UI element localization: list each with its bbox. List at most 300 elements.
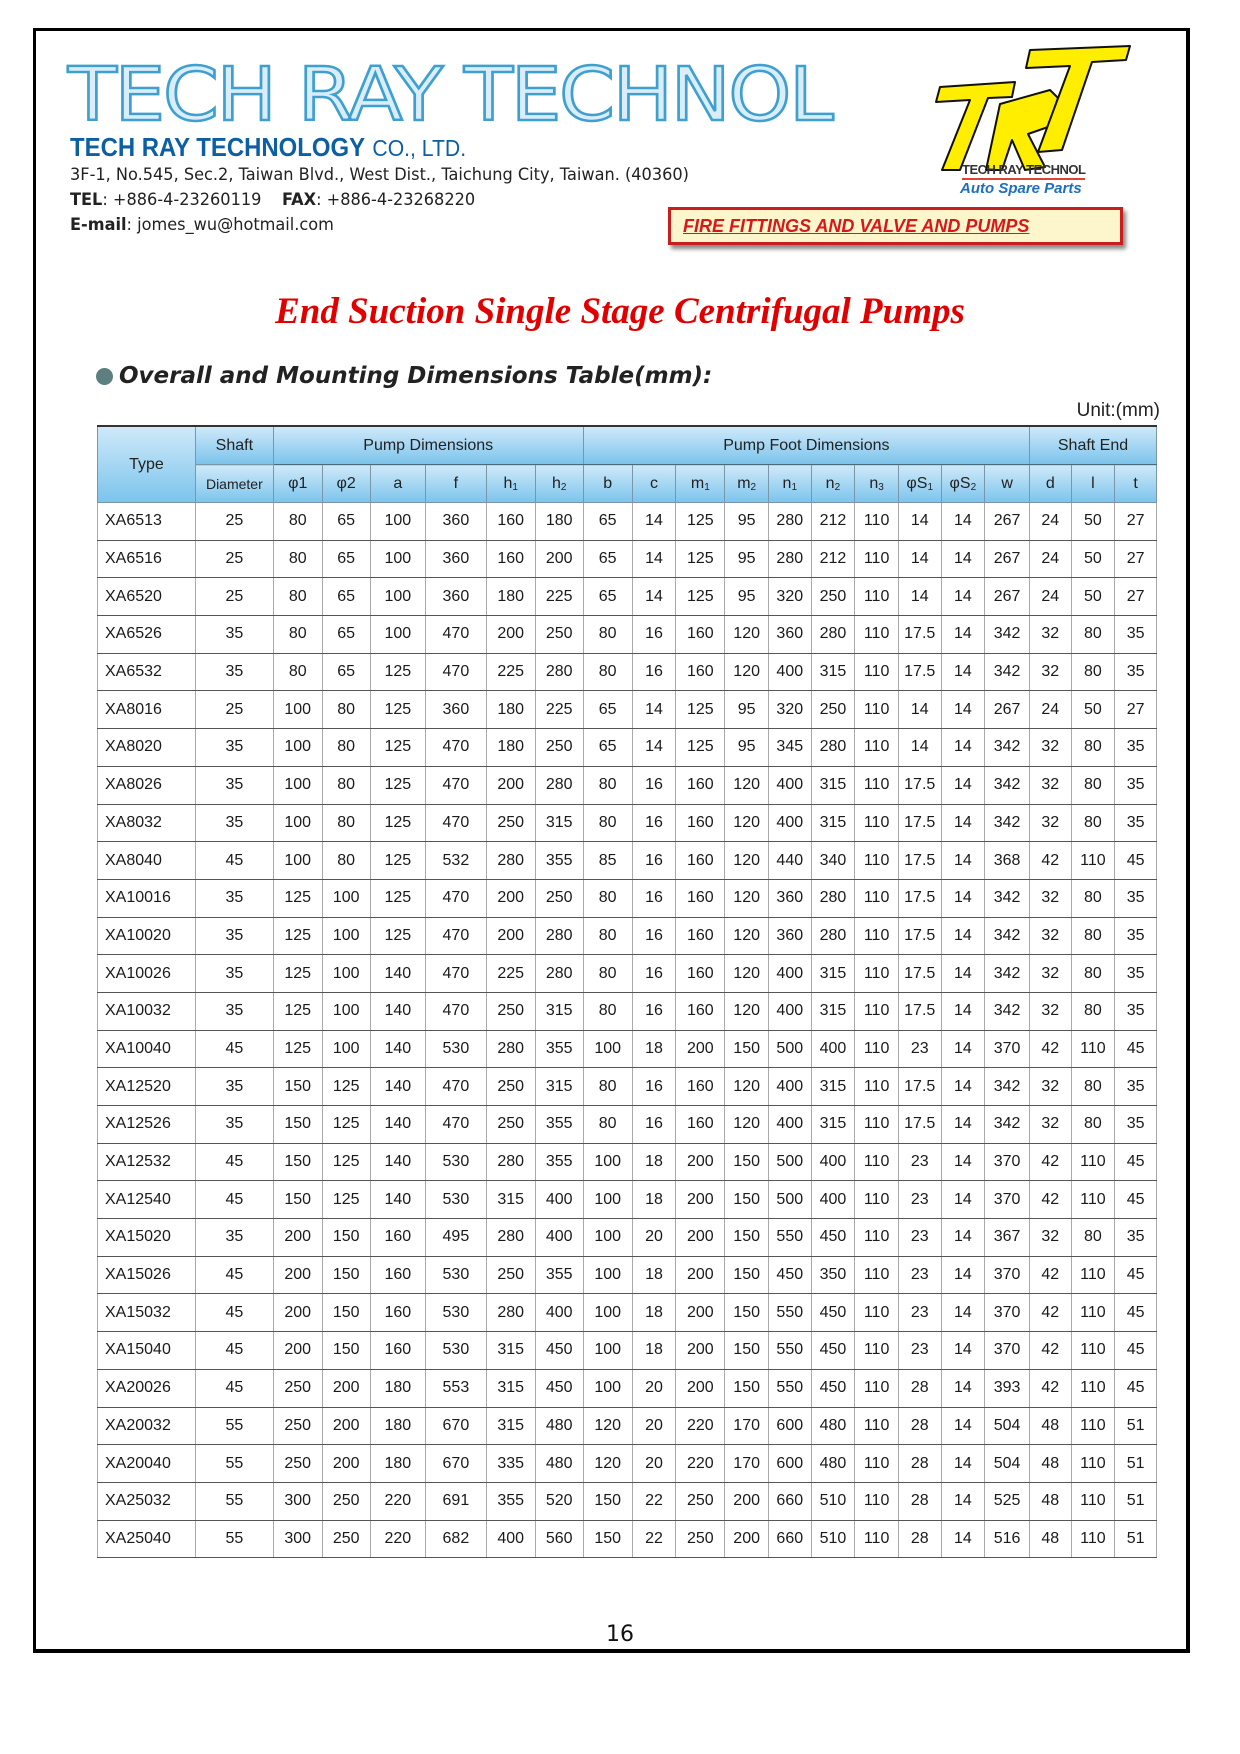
cell-value: 110	[855, 917, 899, 955]
column-header-label: h	[551, 474, 561, 492]
cell-value: 14	[941, 1256, 985, 1294]
cell-value: 150	[273, 1181, 322, 1219]
cell-value: 360	[426, 691, 487, 729]
cell-value: 470	[426, 917, 487, 955]
cell-value: 80	[583, 1106, 632, 1144]
cell-value: 110	[1071, 1445, 1115, 1483]
fax-value: : +886-4-23268220	[316, 190, 476, 210]
page-title: End Suction Single Stage Centrifugal Pumps	[275, 291, 965, 332]
cell-value: 150	[725, 1181, 769, 1219]
cell-value: 450	[535, 1369, 583, 1407]
cell-value: 35	[195, 992, 273, 1030]
cell-value: 14	[941, 616, 985, 654]
cell-value: 315	[811, 955, 855, 993]
column-header	[725, 465, 769, 503]
table-row	[98, 578, 1157, 616]
table-row	[98, 1520, 1157, 1558]
cell-value: 550	[768, 1369, 811, 1407]
cell-value: 28	[898, 1445, 941, 1483]
contact-email	[70, 215, 334, 235]
cell-value: 500	[768, 1181, 811, 1219]
cell-value: 20	[632, 1369, 676, 1407]
cell-value: 315	[486, 1332, 535, 1370]
cell-value: 110	[855, 1219, 899, 1257]
column-header	[768, 465, 811, 503]
cell-value: 160	[370, 1332, 425, 1370]
cell-value: 16	[632, 955, 676, 993]
cell-value: 315	[486, 1407, 535, 1445]
cell-value: 250	[486, 1068, 535, 1106]
cell-value: 150	[725, 1143, 769, 1181]
cell-value: 32	[1030, 1106, 1072, 1144]
cell-value: 400	[486, 1520, 535, 1558]
cell-value: 18	[632, 1294, 676, 1332]
cell-value: 125	[370, 879, 425, 917]
cell-value: 120	[725, 616, 769, 654]
cell-value: 110	[855, 691, 899, 729]
cell-value: 110	[855, 1520, 899, 1558]
cell-value: 80	[322, 729, 370, 767]
cell-value: 32	[1030, 653, 1072, 691]
cell-value: 150	[583, 1482, 632, 1520]
cell-value: 23	[898, 1256, 941, 1294]
section-heading	[96, 363, 712, 389]
cell-value: 14	[632, 540, 676, 578]
cell-value: 360	[768, 616, 811, 654]
column-header-subscript: 3	[878, 481, 884, 493]
cell-value: 495	[426, 1219, 487, 1257]
cell-value: 14	[941, 1445, 985, 1483]
product-category-banner	[668, 207, 1123, 245]
cell-value: 28	[898, 1482, 941, 1520]
table-row	[98, 955, 1157, 993]
cell-value: 14	[941, 691, 985, 729]
cell-type: XA6532	[98, 653, 196, 691]
cell-value: 17.5	[898, 879, 941, 917]
cell-value: 360	[426, 540, 487, 578]
cell-value: 65	[322, 503, 370, 541]
cell-value: 35	[195, 1068, 273, 1106]
cell-value: 250	[486, 1106, 535, 1144]
cell-value: 17.5	[898, 992, 941, 1030]
cell-value: 110	[855, 766, 899, 804]
cell-value: 65	[322, 653, 370, 691]
cell-value: 32	[1030, 1068, 1072, 1106]
cell-value: 250	[486, 992, 535, 1030]
column-header	[898, 465, 941, 503]
cell-value: 20	[632, 1407, 676, 1445]
column-header-label: a	[393, 474, 403, 492]
cell-value: 17.5	[898, 917, 941, 955]
cell-value: 110	[855, 1445, 899, 1483]
table-row	[98, 540, 1157, 578]
cell-value: 200	[676, 1030, 725, 1068]
cell-value: 27	[1115, 503, 1157, 541]
cell-value: 110	[855, 503, 899, 541]
column-header	[535, 465, 583, 503]
cell-value: 100	[273, 842, 322, 880]
table-row	[98, 1445, 1157, 1483]
cell-value: 100	[583, 1143, 632, 1181]
cell-value: 110	[855, 1106, 899, 1144]
cell-value: 530	[426, 1143, 487, 1181]
column-header-label: φ2	[336, 474, 356, 492]
cell-value: 180	[370, 1407, 425, 1445]
cell-value: 14	[941, 1068, 985, 1106]
cell-value: 250	[322, 1482, 370, 1520]
column-header-subscript: 2	[560, 481, 567, 493]
cell-value: 100	[322, 992, 370, 1030]
cell-value: 400	[768, 1068, 811, 1106]
cell-value: 160	[676, 842, 725, 880]
cell-value: 16	[632, 1068, 676, 1106]
cell-value: 550	[768, 1219, 811, 1257]
cell-value: 150	[273, 1143, 322, 1181]
cell-value: 45	[1115, 1143, 1157, 1181]
table-row	[98, 1256, 1157, 1294]
cell-value: 80	[1071, 653, 1115, 691]
cell-value: 342	[985, 616, 1030, 654]
cell-value: 120	[725, 879, 769, 917]
cell-value: 315	[486, 1181, 535, 1219]
column-header-subscript: 2	[750, 481, 757, 493]
cell-value: 510	[811, 1482, 855, 1520]
table-row	[98, 1030, 1157, 1068]
cell-value: 125	[370, 653, 425, 691]
column-header-label: φS	[906, 474, 928, 492]
cell-value: 65	[583, 578, 632, 616]
cell-value: 25	[195, 540, 273, 578]
cell-value: 14	[632, 578, 676, 616]
cell-type: XA10020	[98, 917, 196, 955]
cell-value: 160	[486, 503, 535, 541]
column-header	[426, 465, 487, 503]
cell-value: 280	[768, 503, 811, 541]
cell-value: 470	[426, 766, 487, 804]
cell-value: 45	[1115, 1030, 1157, 1068]
cell-value: 35	[1115, 879, 1157, 917]
table-row	[98, 616, 1157, 654]
cell-value: 14	[941, 1520, 985, 1558]
cell-value: 17.5	[898, 766, 941, 804]
cell-value: 100	[583, 1332, 632, 1370]
cell-value: 280	[811, 917, 855, 955]
cell-value: 510	[811, 1520, 855, 1558]
cell-type: XA8032	[98, 804, 196, 842]
cell-value: 360	[768, 879, 811, 917]
cell-value: 110	[855, 1407, 899, 1445]
cell-type: XA6520	[98, 578, 196, 616]
cell-value: 250	[535, 879, 583, 917]
cell-value: 80	[273, 578, 322, 616]
cell-value: 100	[370, 540, 425, 578]
cell-value: 14	[898, 540, 941, 578]
cell-value: 14	[941, 766, 985, 804]
cell-value: 100	[273, 691, 322, 729]
cell-value: 110	[1071, 1181, 1115, 1219]
cell-value: 300	[273, 1520, 322, 1558]
table-row	[98, 766, 1157, 804]
cell-value: 150	[725, 1030, 769, 1068]
cell-value: 14	[941, 729, 985, 767]
cell-type: XA12540	[98, 1181, 196, 1219]
cell-value: 360	[426, 578, 487, 616]
cell-value: 400	[768, 653, 811, 691]
cell-type: XA8020	[98, 729, 196, 767]
cell-value: 342	[985, 917, 1030, 955]
cell-value: 342	[985, 879, 1030, 917]
cell-value: 100	[273, 804, 322, 842]
cell-value: 65	[583, 691, 632, 729]
cell-value: 100	[583, 1294, 632, 1332]
column-header-subscript: 2	[834, 481, 841, 493]
cell-value: 160	[676, 992, 725, 1030]
cell-value: 200	[676, 1332, 725, 1370]
cell-value: 315	[811, 804, 855, 842]
cell-value: 110	[1071, 1256, 1115, 1294]
column-header-label: f	[453, 474, 459, 492]
cell-value: 80	[322, 842, 370, 880]
cell-value: 120	[725, 955, 769, 993]
cell-value: 355	[535, 1256, 583, 1294]
cell-value: 370	[985, 1030, 1030, 1068]
cell-value: 100	[322, 917, 370, 955]
cell-value: 20	[632, 1445, 676, 1483]
cell-value: 18	[632, 1030, 676, 1068]
cell-value: 35	[195, 1219, 273, 1257]
cell-value: 32	[1030, 1219, 1072, 1257]
cell-value: 45	[195, 1369, 273, 1407]
cell-value: 500	[768, 1030, 811, 1068]
cell-value: 120	[583, 1445, 632, 1483]
table-row	[98, 917, 1157, 955]
cell-value: 14	[941, 1030, 985, 1068]
table-row	[98, 1369, 1157, 1407]
cell-value: 140	[370, 1143, 425, 1181]
cell-value: 180	[370, 1445, 425, 1483]
cell-value: 80	[273, 653, 322, 691]
cell-value: 280	[486, 1030, 535, 1068]
cell-value: 267	[985, 691, 1030, 729]
cell-value: 14	[941, 955, 985, 993]
cell-value: 110	[1071, 842, 1115, 880]
cell-value: 51	[1115, 1482, 1157, 1520]
cell-value: 80	[322, 766, 370, 804]
cell-value: 160	[676, 766, 725, 804]
cell-value: 16	[632, 917, 676, 955]
cell-value: 250	[676, 1520, 725, 1558]
cell-value: 250	[273, 1445, 322, 1483]
cell-value: 200	[676, 1219, 725, 1257]
cell-value: 140	[370, 1068, 425, 1106]
column-header	[583, 465, 632, 503]
brand-wordmark: TECH RAY TECHNOL	[68, 52, 832, 138]
column-header-label: b	[603, 474, 613, 492]
cell-value: 280	[535, 766, 583, 804]
cell-value: 400	[768, 1106, 811, 1144]
cell-value: 150	[583, 1520, 632, 1558]
cell-value: 35	[1115, 1068, 1157, 1106]
column-header	[1030, 465, 1072, 503]
cell-value: 110	[1071, 1332, 1115, 1370]
cell-value: 35	[1115, 917, 1157, 955]
cell-value: 35	[1115, 653, 1157, 691]
cell-value: 125	[370, 842, 425, 880]
cell-type: XA8040	[98, 842, 196, 880]
cell-value: 45	[1115, 1294, 1157, 1332]
cell-value: 280	[535, 955, 583, 993]
cell-value: 345	[768, 729, 811, 767]
cell-value: 32	[1030, 955, 1072, 993]
table-row	[98, 879, 1157, 917]
cell-value: 27	[1115, 578, 1157, 616]
cell-value: 504	[985, 1407, 1030, 1445]
cell-value: 280	[768, 540, 811, 578]
cell-value: 80	[273, 616, 322, 654]
cell-value: 400	[768, 955, 811, 993]
cell-value: 42	[1030, 842, 1072, 880]
cell-value: 530	[426, 1256, 487, 1294]
fax-label: FAX	[281, 190, 317, 210]
cell-value: 600	[768, 1445, 811, 1483]
cell-value: 14	[898, 503, 941, 541]
cell-value: 110	[855, 955, 899, 993]
column-header-subscript: 1	[512, 481, 518, 493]
cell-value: 18	[632, 1181, 676, 1219]
cell-value: 48	[1030, 1407, 1072, 1445]
column-header-label: φS	[949, 474, 971, 492]
cell-value: 200	[486, 917, 535, 955]
cell-value: 150	[725, 1219, 769, 1257]
cell-value: 530	[426, 1294, 487, 1332]
cell-value: 200	[273, 1219, 322, 1257]
cell-value: 17.5	[898, 804, 941, 842]
cell-value: 315	[535, 1068, 583, 1106]
cell-value: 315	[811, 766, 855, 804]
cell-value: 32	[1030, 804, 1072, 842]
cell-value: 14	[941, 992, 985, 1030]
cell-value: 100	[370, 503, 425, 541]
cell-value: 110	[855, 879, 899, 917]
table-body	[98, 503, 1157, 1558]
cell-value: 20	[632, 1219, 676, 1257]
cell-value: 125	[273, 879, 322, 917]
section-heading-text: Overall and Mounting Dimensions Table(mm):	[119, 363, 713, 389]
cell-value: 100	[322, 879, 370, 917]
cell-value: 200	[486, 879, 535, 917]
cell-value: 110	[855, 1369, 899, 1407]
cell-value: 28	[898, 1369, 941, 1407]
cell-value: 55	[195, 1520, 273, 1558]
cell-value: 100	[370, 578, 425, 616]
cell-value: 400	[768, 992, 811, 1030]
column-header-label: t	[1133, 474, 1138, 492]
cell-value: 250	[273, 1369, 322, 1407]
cell-value: 350	[811, 1256, 855, 1294]
cell-value: 280	[486, 1143, 535, 1181]
column-header	[676, 465, 725, 503]
table-row	[98, 1219, 1157, 1257]
cell-value: 125	[273, 992, 322, 1030]
cell-value: 110	[855, 804, 899, 842]
cell-value: 160	[676, 1068, 725, 1106]
cell-value: 150	[725, 1294, 769, 1332]
cell-value: 45	[1115, 842, 1157, 880]
cell-value: 280	[811, 879, 855, 917]
cell-value: 23	[898, 1294, 941, 1332]
cell-value: 125	[322, 1068, 370, 1106]
cell-value: 14	[941, 1219, 985, 1257]
cell-value: 160	[370, 1294, 425, 1332]
company-suffix: CO., LTD.	[372, 135, 467, 161]
cell-value: 110	[1071, 1369, 1115, 1407]
cell-value: 516	[985, 1520, 1030, 1558]
cell-value: 370	[985, 1332, 1030, 1370]
header-shaft-end: Shaft End	[1030, 426, 1157, 465]
cell-value: 140	[370, 1106, 425, 1144]
cell-value: 24	[1030, 503, 1072, 541]
cell-value: 530	[426, 1332, 487, 1370]
cell-value: 23	[898, 1030, 941, 1068]
cell-value: 48	[1030, 1445, 1072, 1483]
cell-value: 470	[426, 616, 487, 654]
cell-value: 360	[426, 503, 487, 541]
cell-value: 504	[985, 1445, 1030, 1483]
cell-value: 160	[370, 1219, 425, 1257]
cell-value: 45	[195, 1332, 273, 1370]
cell-value: 120	[725, 992, 769, 1030]
cell-value: 14	[898, 691, 941, 729]
cell-value: 24	[1030, 691, 1072, 729]
cell-value: 100	[322, 955, 370, 993]
table-row	[98, 503, 1157, 541]
cell-value: 95	[725, 729, 769, 767]
cell-value: 65	[322, 616, 370, 654]
cell-value: 22	[632, 1482, 676, 1520]
cell-value: 125	[322, 1143, 370, 1181]
cell-value: 95	[725, 578, 769, 616]
cell-value: 200	[273, 1332, 322, 1370]
column-header	[1071, 465, 1115, 503]
cell-value: 80	[322, 691, 370, 729]
cell-value: 450	[535, 1332, 583, 1370]
cell-value: 45	[195, 1256, 273, 1294]
column-header	[632, 465, 676, 503]
cell-value: 110	[855, 1181, 899, 1219]
column-header-label: Diameter	[205, 475, 263, 492]
cell-value: 355	[535, 1106, 583, 1144]
cell-value: 35	[195, 653, 273, 691]
cell-value: 80	[583, 955, 632, 993]
cell-value: 85	[583, 842, 632, 880]
table-header-group-row	[98, 426, 1157, 465]
cell-value: 14	[941, 578, 985, 616]
column-header	[195, 465, 273, 503]
cell-value: 42	[1030, 1143, 1072, 1181]
cell-value: 315	[811, 992, 855, 1030]
cell-value: 530	[426, 1181, 487, 1219]
cell-value: 35	[195, 804, 273, 842]
table-row	[98, 842, 1157, 880]
cell-value: 35	[195, 766, 273, 804]
cell-value: 560	[535, 1520, 583, 1558]
cell-value: 225	[486, 955, 535, 993]
cell-value: 125	[676, 691, 725, 729]
cell-value: 32	[1030, 917, 1072, 955]
tel-value: : +886-4-23260119	[102, 190, 262, 210]
cell-value: 355	[535, 842, 583, 880]
cell-value: 14	[941, 1294, 985, 1332]
